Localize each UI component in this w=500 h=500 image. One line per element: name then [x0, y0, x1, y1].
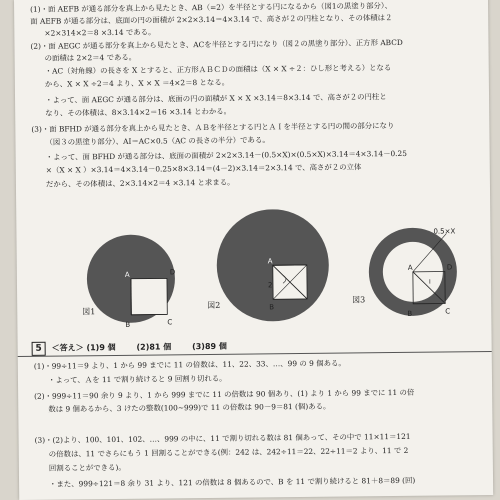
figure-1-label-b: B	[125, 320, 131, 329]
text-line: ・よって、面 AEGC が通る部分は、底面の円の面積が X × X ×3.14＝8×3.14 で、高さが２の円柱と	[45, 92, 387, 105]
text-line: 回割ることができる)。	[48, 462, 126, 473]
text-line: （図３の黒塗り部分）、AI＝AC×0.5（AC の長さの半分）である。	[45, 135, 270, 147]
text-line: ・よって、Ａを 11 で割り続けると 9 回割り切れる。	[47, 373, 227, 385]
figure-3-label-i: I	[428, 278, 431, 286]
text-line: から、X × X ÷2＝4 より、X × X ＝4×2＝8 となる。	[44, 77, 230, 89]
text-line: の倍数は、11 でさらにもう 1 回割ることができる(例：242 は、242÷11＝22、22÷11＝2 より、11 で 2	[48, 445, 409, 459]
figure-3-label-d: D	[446, 263, 453, 272]
text-line: ×（X × X ）×3.14＝4×3.14－0.25×8×3.14＝(4－2)×3.14＝2×3.14 で、高さが２の立体	[45, 162, 362, 175]
text-line: (3)・(2)より、100、101、102、…、999 の中に、11 で割り切れる数は 81 個あって、その中で 11×11＝121	[34, 431, 411, 445]
answer-summary	[52, 341, 245, 354]
figure-1-diagram	[76, 226, 197, 337]
figure-2-diagram	[206, 209, 337, 334]
figure-2-label-a: A	[267, 257, 273, 266]
answer-3: (3)89 個	[191, 341, 227, 352]
text-line: だから、その体積は、2×3.14×2＝4 ×3.14 と求まる。	[45, 177, 235, 189]
text-line: の面積は 2×2＝4 である。	[44, 52, 137, 63]
worksheet-page	[14, 0, 493, 500]
figure-1-label-a: A	[124, 270, 130, 279]
text-line: (2)・999÷11＝90 余り 9 より、1 から 999 までに 11 の倍数は 90 個あり、(1) より 1 から 99 までに 11 の倍	[34, 387, 415, 401]
figure-3-diagram	[346, 219, 477, 330]
text-line: (1)・99÷11＝9 より、1 から 99 までに 11 の倍数は、11、22、33、…、99 の 9 個ある。	[33, 358, 346, 371]
figure-3-label-c: C	[445, 307, 451, 316]
figure-3-label-b: B	[407, 309, 413, 318]
text-line: 数は 9 個あるから、3 けたの整数(100~999)で 11 の倍数は 90－9＝81 (個)ある。	[48, 401, 331, 414]
figure-2-label-2: 2	[267, 281, 273, 290]
text-line: (2)・面 AEGC が通る部分を真上から見たとき、ACを半径とする円になり（図２の黒塗り部分）、正方形 ABCD	[30, 37, 403, 51]
answer-2: (2)81 個	[136, 342, 172, 352]
figure-1-label-d: D	[169, 268, 176, 277]
text-line: ・よって、面 BFHD が通る部分は、底面の面積が 2×2×3.14－(0.5×X)×(0.5×X)×3.14＝4×3.14－0.25	[45, 148, 407, 162]
text-line: ・AC（対角線）の長さを X とすると、正方形ＡＢＣＤの面積は（X × X ÷２：ひし形と考える）となる	[44, 63, 392, 76]
text-line: (1)・面 AEFB が通る部分を真上から見たとき、AB（=2）を半径とする円になるから（図1の黒塗り部分）、	[30, 1, 392, 14]
text-line: ・また、999÷121＝8 余り 31 より、121 の倍数は 8 個あるので、B を 11 で割り続けると 81＋8＝89 (回)	[49, 475, 416, 489]
section-number: 5	[32, 342, 46, 356]
figure-3-caption: 図3	[352, 295, 366, 305]
figure-3-label-a: A	[407, 263, 413, 272]
figure-3-label-radius: 0.5×X	[433, 227, 456, 236]
figure-2-label-b: B	[269, 303, 275, 312]
text-line: なり、その体積は、8×3.14×2＝16 ×3.14 とわかる。	[45, 106, 232, 118]
text-line: 面 AEFB が通る部分は、底面の円の面積が 2×2×3.14＝4×3.14 で、高さが２の円柱となり、その体積は２	[30, 13, 393, 26]
figure-1-square	[131, 278, 167, 314]
text-line: (3)・面 BFHD が通る部分を真上から見たとき、ＡＢを半径とする円とＡＩを半径とする円の間の部分になり	[31, 121, 395, 134]
answer-1: ＜答え＞ (1)9 個	[51, 342, 116, 353]
text-line: ×2×314×2＝8 ×3.14 である。	[44, 27, 156, 38]
figure-2-caption: 図2	[207, 300, 221, 310]
figure-1-label-c: C	[167, 318, 173, 327]
figure-1-caption: 図1	[82, 307, 96, 317]
